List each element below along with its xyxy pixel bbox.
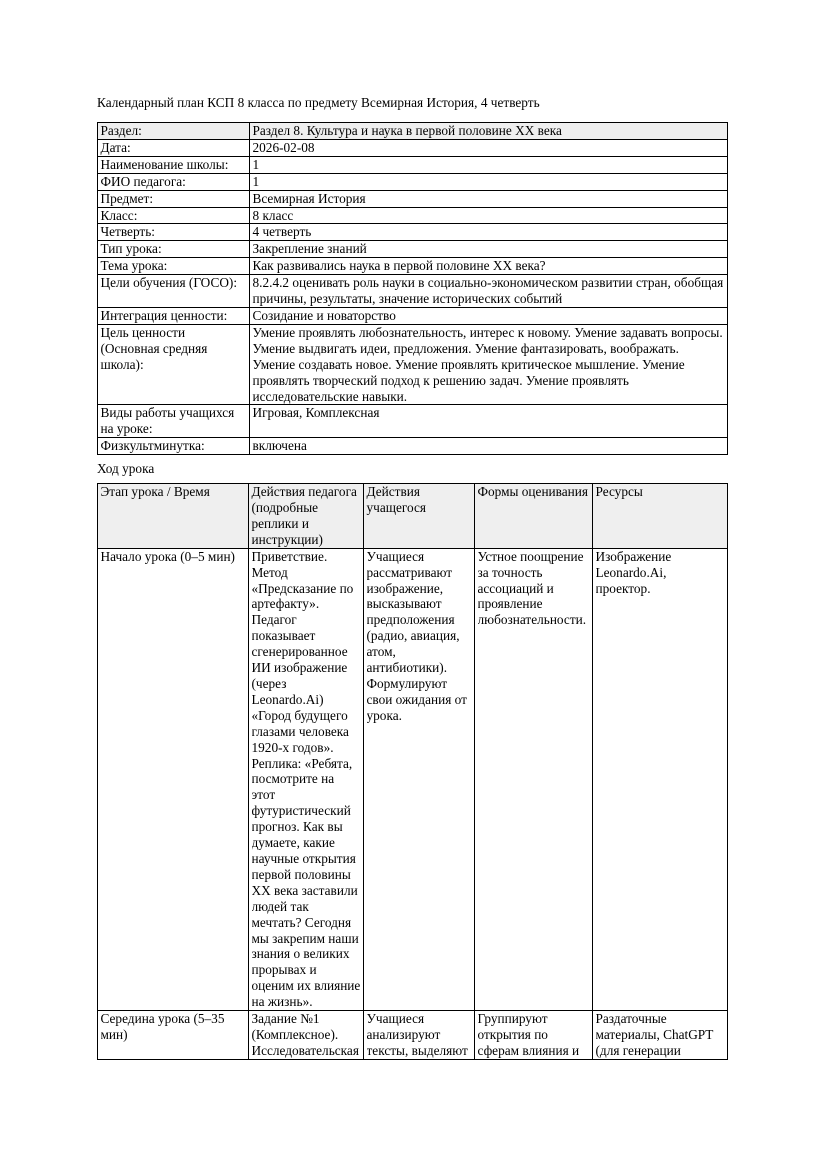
info-row-label: Класс: [98, 207, 250, 224]
student-actions-cell-text: Учащиеся рассматривают изображение, высказывают предположения (радио, авиация, атом, антибиотики). Формулируют свои ожидания от урока. [366, 548, 467, 723]
info-table-row [98, 324, 728, 405]
info-row-label: Наименование школы: [98, 156, 250, 173]
lesson-table-column-header: Действия педагога (подробные реплики и инструкции) [249, 484, 364, 549]
info-row-label: Виды работы учащихся на уроке: [98, 405, 250, 438]
info-table-row [98, 307, 728, 324]
info-row-value: Всемирная История [250, 190, 728, 207]
stage-cell-text: Середина урока (5–35 мин) [100, 1011, 225, 1042]
info-row-label: Цель ценности (Основная средняя школа): [98, 324, 250, 405]
info-row-value: Закрепление знаний [250, 241, 728, 258]
teacher-actions-cell [249, 548, 364, 1010]
student-actions-cell-text: Учащиеся анализируют тексты, выделяют [366, 1011, 468, 1058]
info-row-label: Четверть: [98, 224, 250, 241]
info-row-value: 1 [250, 173, 728, 190]
lesson-table-row [98, 548, 728, 1010]
info-row-label: Предмет: [98, 190, 250, 207]
info-table-row [98, 156, 728, 173]
stage-cell [98, 548, 249, 1010]
stage-cell-text: Начало урока (0–5 мин) [100, 548, 235, 564]
info-row-value: 4 четверть [250, 224, 728, 241]
info-table-row [98, 173, 728, 190]
lesson-table-column-header: Действия учащегося [364, 484, 475, 549]
info-row-value: 8.2.4.2 оценивать роль науки в социально-экономическом развитии стран, обобщая причины, результаты, значение исторических событий [250, 275, 728, 308]
info-table-row [98, 258, 728, 275]
info-row-value: Умение проявлять любознательность, интерес к новому. Умение задавать вопросы. Умение выдвигать идеи, предложения. Умение фантазировать, воображать. Умение создавать новое. Умение проявлять критическое мышление. Умение проявлять творческий подход к решению задач. Умение проявлять исследовательские навыки. [250, 324, 728, 405]
info-table-row [98, 275, 728, 308]
resources-cell [593, 548, 728, 1010]
info-row-value: 1 [250, 156, 728, 173]
resources-cell-text: Изображение Leonardo.Ai, проектор. [595, 548, 672, 596]
assessment-cell [475, 1011, 593, 1060]
lesson-flow-heading: Ход урока [97, 461, 155, 477]
info-row-label: Интеграция ценности: [98, 307, 250, 324]
student-actions-cell [364, 548, 475, 1010]
info-row-value: Созидание и новаторство [250, 307, 728, 324]
lesson-flow-table [97, 483, 728, 1060]
info-row-label: Тема урока: [98, 258, 250, 275]
student-actions-cell [364, 1011, 475, 1060]
info-table-row [98, 207, 728, 224]
info-row-label: Физкультминутка: [98, 438, 250, 455]
lesson-info-table [97, 122, 728, 455]
document-content [97, 95, 727, 1060]
lesson-table-header-row [98, 484, 728, 549]
info-row-label: Цели обучения (ГОСО): [98, 275, 250, 308]
teacher-actions-cell-text: Приветствие. Метод «Предсказание по артефакту». Педагог показывает сгенерированное ИИ изображение (через Leonardo.Ai) «Город будущего глазами человека 1920-х годов». Реплика: «Ребята, посмотрите на этот футуристический прогноз. Как вы думаете, какие научные открытия первой половины XX века заставили людей так мечтать? Сегодня мы закрепим наши знания о великих прорывах и оценим их влияние на жизнь». [251, 548, 361, 1010]
info-row-label: Тип урока: [98, 241, 250, 258]
info-row-value: Как развивались наука в первой половине XX века? [250, 258, 728, 275]
resources-cell-text: Раздаточные материалы, ChatGPT (для генерации [595, 1011, 714, 1058]
info-table-row [98, 241, 728, 258]
info-row-label: ФИО педагога: [98, 173, 250, 190]
info-table-row [98, 405, 728, 438]
assessment-cell-text: Устное поощрение за точность ассоциаций и проявление любознательности. [477, 548, 587, 628]
assessment-cell [475, 548, 593, 1010]
assessment-cell-text: Группируют открытия по сферам влияния и [477, 1011, 580, 1058]
info-row-value: Игровая, Комплексная [250, 405, 728, 438]
lesson-table-column-header: Ресурсы [593, 484, 728, 549]
teacher-actions-cell-text: Задание №1 (Комплексное). Исследовательская [251, 1011, 359, 1058]
teacher-actions-cell [249, 1011, 364, 1060]
info-table-row [98, 224, 728, 241]
info-table-row [98, 438, 728, 455]
info-row-value: Раздел 8. Культура и наука в первой половине XX века [250, 123, 728, 140]
stage-cell [98, 1011, 249, 1060]
lesson-table-row [98, 1011, 728, 1060]
info-table-row [98, 139, 728, 156]
document-title: Календарный план КСП 8 класса по предмету Всемирная История, 4 четверть [97, 95, 540, 110]
resources-cell [593, 1011, 728, 1060]
info-row-value: 2026-02-08 [250, 139, 728, 156]
lesson-table-column-header: Этап урока / Время [98, 484, 249, 549]
info-row-value: 8 класс [250, 207, 728, 224]
info-row-label: Дата: [98, 139, 250, 156]
lesson-table-column-header: Формы оценивания [475, 484, 593, 549]
info-table-row [98, 123, 728, 140]
info-row-label: Раздел: [98, 123, 250, 140]
info-row-value: включена [250, 438, 728, 455]
info-table-row [98, 190, 728, 207]
